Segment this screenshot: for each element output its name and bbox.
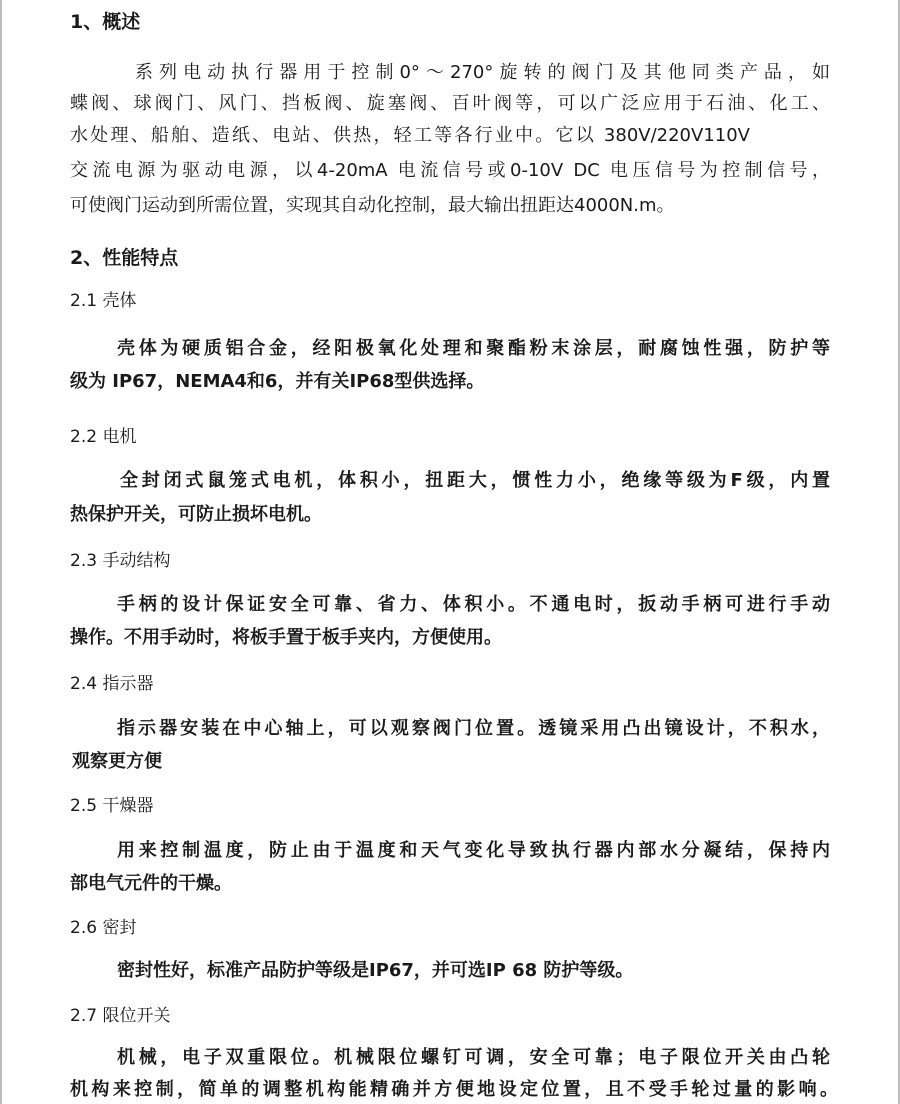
paragraph-line: 部电气元件的干燥。 [70,873,232,894]
subsection-title: 2.3 手动结构 [70,551,171,571]
paragraph-line: 全封闭式鼠笼式电机，体积小，扭距大，惯性力小，绝缘等级为F级，内置 [120,470,830,491]
paragraph-line: 用来控制温度，防止由于温度和天气变化导致执行器内部水分凝结，保持内 [117,840,830,861]
paragraph-line: 指示器安装在中心轴上，可以观察阀门位置。透镜采用凸出镜设计，不积水， [117,718,830,739]
paragraph-line: 机构来控制，简单的调整机构能精确并方便地设定位置，且不受手轮过量的影响。 [70,1079,838,1100]
subsection-title: 2.4 指示器 [70,674,154,694]
subsection-title: 2.6 密封 [70,918,137,938]
paragraph-line: 级为 IP67，NEMA4和6，并有关IP68型供选择。 [70,371,485,392]
paragraph-line: 手柄的设计保证安全可靠、省力、体积小。不通电时，扳动手柄可进行手动 [117,594,830,615]
subsection-title: 2.5 干燥器 [70,796,154,816]
heading-overview: 1、概述 [70,11,141,33]
paragraph-line: 可使阀门运动到所需位置，实现其自动化控制，最大输出扭距达4000N.m。 [70,195,675,216]
heading-features: 2、性能特点 [70,247,179,269]
subsection-title: 2.1 壳体 [70,291,137,311]
paragraph-line: 壳体为硬质铝合金，经阳极氧化处理和聚酯粉末涂层，耐腐蚀性强，防护等 [117,338,830,359]
paragraph-line: 水处理、船舶、造纸、电站、供热，轻工等各行业中。它以 380V/220V110V [70,125,750,146]
paragraph-line: 交流电源为驱动电源，以4-20mA 电流信号或0-10V DC 电压信号为控制信号， [70,160,830,181]
paragraph-line: 系列电动执行器用于控制0°～270°旋转的阀门及其他同类产品，如 [135,62,830,83]
subsection-title: 2.2 电机 [70,427,137,447]
paragraph-line: 操作。不用手动时，将板手置于板手夹内，方便使用。 [70,627,502,648]
paragraph-line: 密封性好，标准产品防护等级是IP67，并可选IP 68 防护等级。 [117,960,634,981]
paragraph-line: 蝶阀、球阀门、风门、挡板阀、旋塞阀、百叶阀等，可以广泛应用于石油、化工、 [70,93,830,114]
paragraph-line: 机械，电子双重限位。机械限位螺钉可调，安全可靠；电子限位开关由凸轮 [117,1047,830,1068]
paragraph-line: 热保护开关，可防止损坏电机。 [70,504,322,525]
subsection-title: 2.7 限位开关 [70,1006,171,1026]
paragraph-line: 观察更方便 [72,751,162,772]
